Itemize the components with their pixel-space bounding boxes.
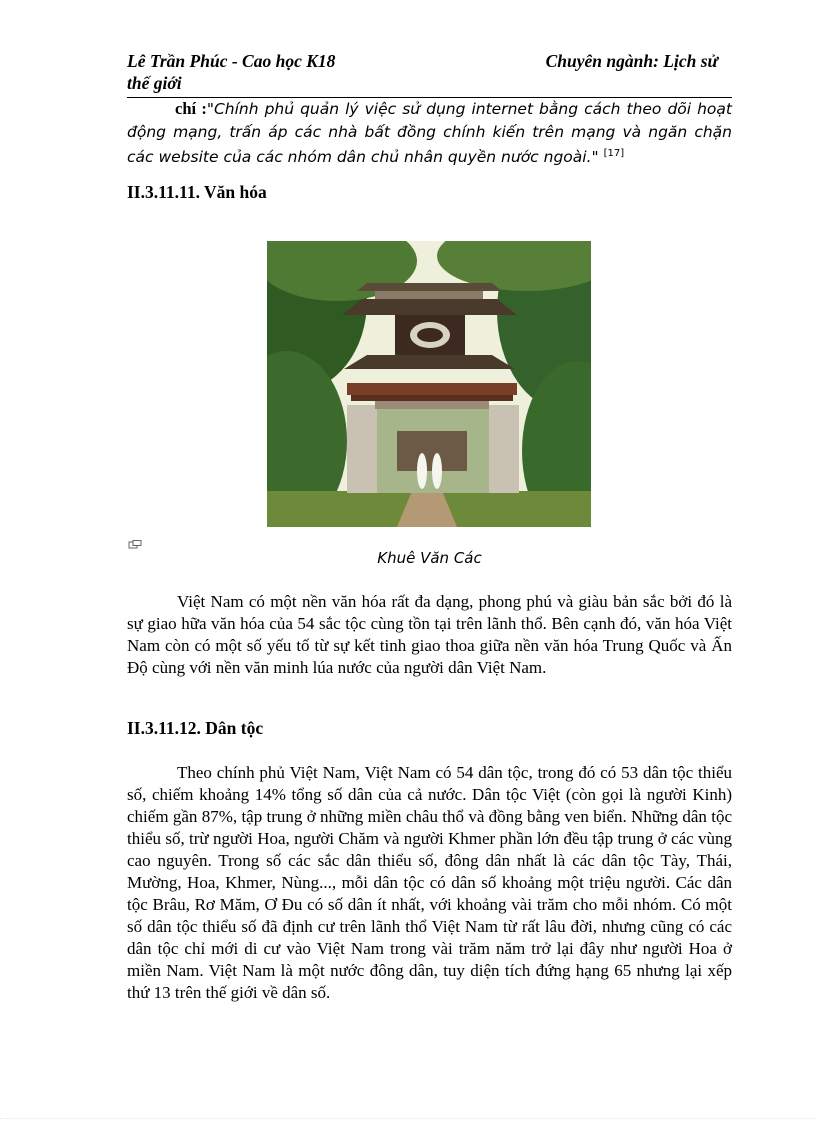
- culture-paragraph: Việt Nam có một nền văn hóa rất đa dạng, phong phú và giàu bản sắc bởi đó là sự giao hữa văn hóa của 54 sắc tộc cùng tồn tại trên lãnh thổ. Bên cạnh đó, văn hóa Việt Nam còn có một số yếu tố từ sự kết tinh giao thoa giữa nền văn hóa Trung Quốc và Ấn Độ cùng với nền văn minh lúa nước của người dân Việt Nam.: [127, 592, 732, 677]
- quote-paragraph: [127, 98, 732, 169]
- image-caption: Khuê Văn Các: [377, 549, 482, 567]
- quote-reference: [17]: [603, 148, 625, 159]
- header-major-continued: thế giới: [127, 73, 182, 93]
- page-bottom-border: [0, 1118, 816, 1119]
- heading-ethnic-groups: II.3.11.12. Dân tộc: [127, 718, 264, 738]
- ethnic-groups-paragraph: Theo chính phủ Việt Nam, Việt Nam có 54 dân tộc, trong đó có 53 dân tộc thiểu số, chiếm khoảng 14% tổng số dân của cả nước. Dân tộc Việt (còn gọi là người Kinh) chiếm gần 87%, tập trung ở những miền châu thổ và đồng bằng ven biển. Những dân tộc thiểu số, trừ người Hoa, người Chăm và người Khmer phần lớn đều tập trung ở các vùng cao nguyên. Trong số các sắc dân thiểu số, đông dân nhất là các dân tộc Tày, Thái, Mường, Hoa, Khmer, Nùng..., mỗi dân tộc có dân số khoảng một triệu người. Các dân tộc Brâu, Rơ Măm, Ơ Đu có số dân ít nhất, với khoảng vài trăm cho mỗi nhóm. Có một số dân tộc thiểu số đã định cư trên lãnh thổ Việt Nam từ rất lâu đời, nhưng cũng có các dân tộc chỉ mới di cư vào Việt Nam trong vài trăm năm trở lại đây như người Hoa ở miền Nam. Việt Nam là một nước đông dân, tuy diện tích đứng hạng 65 nhưng lại xếp thứ 13 trên thế giới về dân số.: [127, 763, 732, 1002]
- header-author: Lê Trần Phúc - Cao học K18: [127, 51, 336, 71]
- quote-text: "Chính phủ quản lý việc sử dụng internet bằng cách theo dõi hoạt động mạng, trấn áp các nhà bất đồng chính kiến trên mạng và ngăn chặn các website của các nhóm dân chủ nhân quyền nước ngoài.": [127, 100, 732, 166]
- header-major: Chuyên ngành: Lịch sử: [545, 51, 718, 71]
- khue-van-cac-photo: [267, 241, 591, 527]
- quote-lead: chí :: [175, 99, 207, 118]
- page-header: [127, 50, 732, 98]
- heading-culture: II.3.11.11. Văn hóa: [127, 182, 267, 202]
